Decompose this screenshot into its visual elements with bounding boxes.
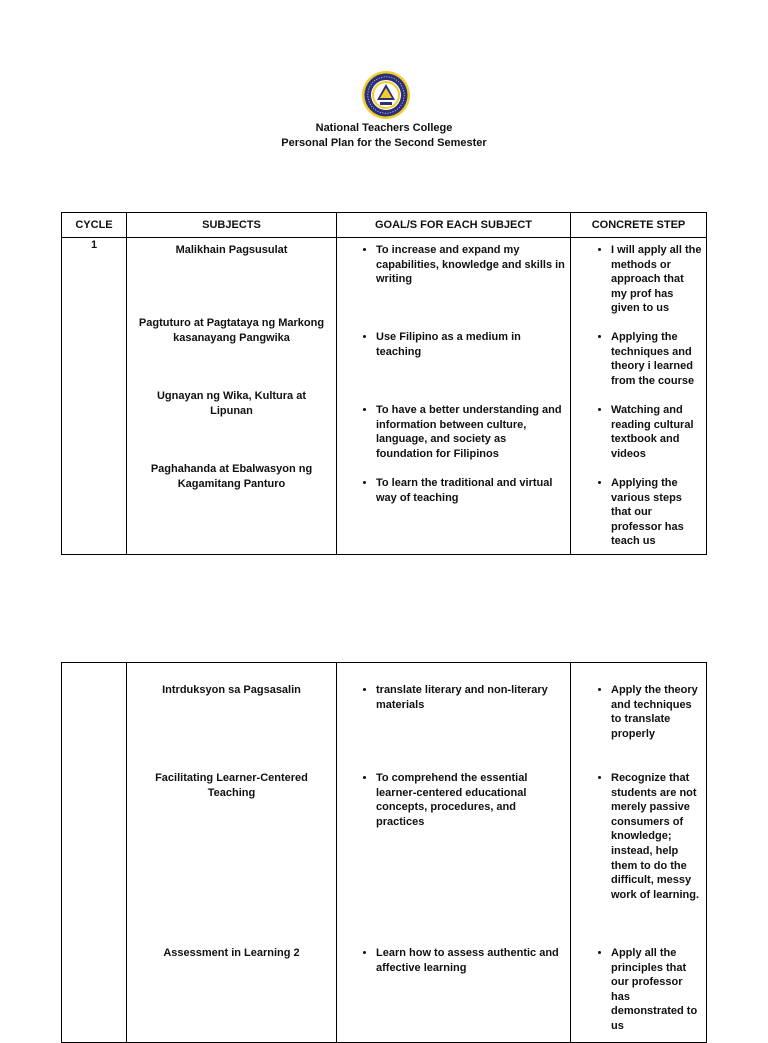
table-row bbox=[62, 663, 707, 1043]
plan-title: Personal Plan for the Second Semester bbox=[281, 137, 487, 149]
table-header-row bbox=[62, 213, 707, 238]
step-item: • I will apply all the methods or approach that my prof has given to us bbox=[611, 243, 702, 316]
goals-cell bbox=[337, 663, 571, 1043]
semester-plan-table bbox=[61, 212, 707, 555]
table-row bbox=[62, 238, 707, 555]
subjects-cell bbox=[127, 663, 337, 1043]
college-name: National Teachers College bbox=[315, 122, 453, 134]
subject-name: Pagtuturo at Pagtataya ng Markong kasanayang Pangwika bbox=[138, 317, 325, 344]
step-item: • Apply the theory and techniques to translate properly bbox=[611, 683, 702, 741]
goals-cell bbox=[337, 238, 571, 555]
semester-plan-table-continued bbox=[61, 662, 707, 1043]
cycle-cell-empty bbox=[62, 663, 127, 1043]
subjects-cell bbox=[127, 238, 337, 555]
goal-item: • Learn how to assess authentic and affective learning bbox=[376, 946, 566, 975]
subject-name: Facilitating Learner-Centered Teaching bbox=[155, 772, 308, 799]
subject-name: Assessment in Learning 2 bbox=[163, 947, 300, 959]
header-cycle: CYCLE bbox=[62, 213, 127, 238]
cycle-number: 1 bbox=[62, 238, 127, 555]
header-goals: GOAL/S FOR EACH SUBJECT bbox=[337, 213, 571, 238]
goal-item: • To have a better understanding and information between culture, language, and society as foundation for Filipinos bbox=[376, 403, 566, 461]
college-seal-logo bbox=[361, 70, 411, 120]
steps-cell bbox=[571, 238, 707, 555]
step-item: • Recognize that students are not merely passive consumers of knowledge; instead, help them to do the difficult, messy work of learning. bbox=[611, 771, 702, 902]
step-item: • Watching and reading cultural textbook and videos bbox=[611, 403, 702, 461]
step-item: • Apply all the principles that our professor has demonstrated to us bbox=[611, 946, 702, 1034]
step-item: • Applying the various steps that our professor has teach us bbox=[611, 476, 702, 549]
subject-name: Intrduksyon sa Pagsasalin bbox=[162, 684, 301, 696]
goal-item: • To increase and expand my capabilities, knowledge and skills in writing bbox=[376, 243, 566, 287]
goal-item: • To comprehend the essential learner-centered educational concepts, procedures, and practices bbox=[376, 771, 566, 829]
subject-name: Paghahanda at Ebalwasyon ng Kagamitang Panturo bbox=[150, 463, 313, 490]
goal-item: • Use Filipino as a medium in teaching bbox=[376, 330, 566, 359]
subject-name: Ugnayan ng Wika, Kultura at Lipunan bbox=[156, 390, 307, 417]
step-item: • Applying the techniques and theory i learned from the course bbox=[611, 330, 702, 388]
header-subjects: SUBJECTS bbox=[127, 213, 337, 238]
steps-cell bbox=[571, 663, 707, 1043]
document-header bbox=[0, 121, 768, 151]
subject-name: Malikhain Pagsusulat bbox=[175, 244, 288, 256]
goal-item: • translate literary and non-literary materials bbox=[376, 683, 566, 712]
goal-item: • To learn the traditional and virtual way of teaching bbox=[376, 476, 566, 505]
header-concrete-step: CONCRETE STEP bbox=[571, 213, 707, 238]
